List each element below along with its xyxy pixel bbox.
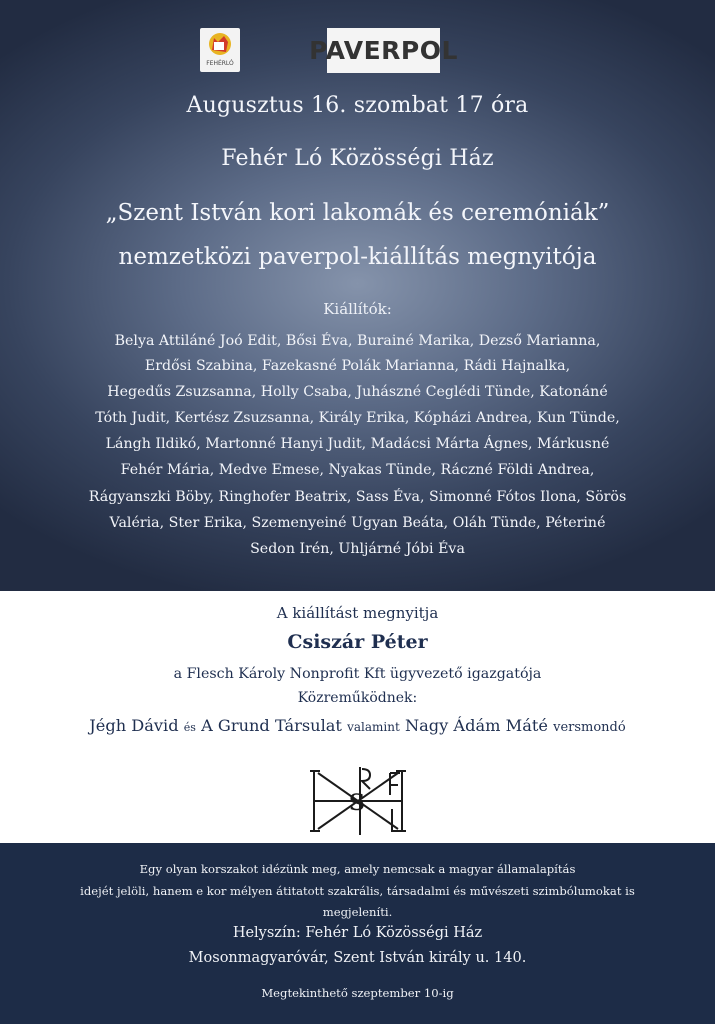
paverpol-logo-text: PAVERPOL — [309, 36, 458, 65]
contributor-jegh-david: Jégh Dávid — [89, 716, 179, 735]
exhibitors-label: Kiállítók: — [323, 300, 392, 318]
location-line: Helyszín: Fehér Ló Közösségi Ház — [232, 925, 483, 941]
speaker-name: Csiszár Péter — [287, 631, 428, 653]
svg-text:S: S — [349, 790, 365, 816]
exhibitors-line: Rágyanszki Böby, Ringhofer Beatrix, Sass Éva, Simonné Fótos Ilona, Sörös — [88, 489, 627, 505]
exhibition-title-line1: „Szent István kori lakomák és ceremóniák” — [105, 200, 610, 226]
feher-lo-logo-text: FEHÉRLÓ — [206, 60, 234, 67]
contributor-role: versmondó — [553, 720, 626, 735]
exhibitors-line: Lángh Ildikó, Martonné Hanyi Judit, Madácsi Márta Ágnes, Márkusné — [105, 436, 610, 452]
monogram-icon — [308, 765, 408, 837]
viewing-until-line: Megtekinthető szeptember 10-ig — [261, 986, 454, 1000]
address-line: Mosonmagyaróvár, Szent István király u. 140. — [188, 950, 527, 966]
speaker-role: a Flesch Károly Nonprofit Kft ügyvezető igazgatója — [173, 666, 542, 682]
paverpol-logo — [309, 28, 458, 73]
venue-line: Fehér Ló Közösségi Ház — [221, 146, 494, 171]
date-line: Augusztus 16. szombat 17 óra — [186, 93, 529, 118]
contributor-grund-tarsulat: A Grund Társulat — [201, 716, 342, 735]
contributors-conjunction: és — [183, 721, 196, 734]
contributors-label: Közreműködnek: — [297, 690, 418, 706]
description-line: idejét jelöli, hanem e kor mélyen átitatott szakrális, társadalmi és művészeti szimbólumokat is — [80, 884, 635, 898]
contributors-also: valamint — [347, 720, 400, 734]
opening-intro: A kiállítást megnyitja — [276, 604, 439, 622]
exhibitors-line: Sedon Irén, Uhljárné Jóbi Éva — [250, 541, 465, 557]
horse-logo-icon — [200, 28, 240, 72]
exhibitors-line: Hegedűs Zsuzsanna, Holly Csaba, Juhászné Ceglédi Tünde, Katonáné — [107, 384, 608, 400]
exhibitors-line: Erdősi Szabina, Fazekasné Polák Marianna, Rádi Hajnalka, — [144, 358, 571, 374]
description-line: Egy olyan korszakot idézünk meg, amely nemcsak a magyar államalapítás — [139, 862, 576, 876]
exhibitors-line: Tóth Judit, Kertész Zsuzsanna, Király Erika, Kópházi Andrea, Kun Tünde, — [95, 410, 620, 426]
saint-stephen-monogram — [308, 765, 408, 837]
description-line: megjeleníti. — [322, 905, 393, 919]
exhibitors-line: Belya Attiláné Joó Edit, Bősi Éva, Burainé Marika, Dezső Marianna, — [114, 333, 601, 349]
feher-lo-logo — [200, 28, 240, 72]
exhibitors-line: Fehér Mária, Medve Emese, Nyakas Tünde, Ráczné Földi Andrea, — [120, 462, 595, 478]
exhibitors-line: Valéria, Ster Erika, Szemenyeiné Ugyan Beáta, Oláh Tünde, Péteriné — [109, 515, 606, 531]
contributor-nagy-adam-mate: Nagy Ádám Máté — [404, 716, 548, 735]
exhibition-title-line2: nemzetközi paverpol-kiállítás megnyitója — [118, 244, 597, 270]
contributors-line — [0, 716, 715, 735]
